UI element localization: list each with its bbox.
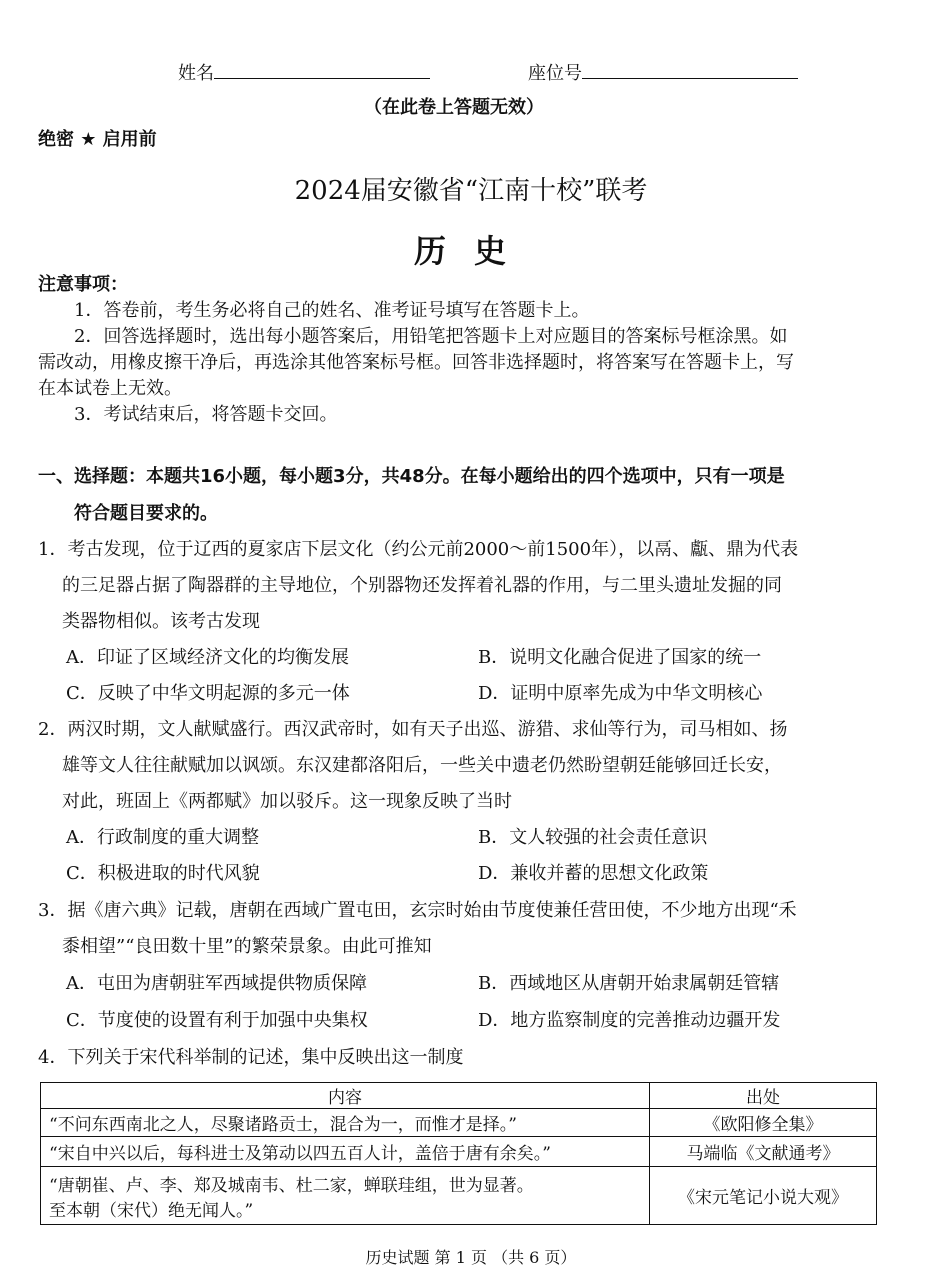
- seat-label: 座位号: [528, 63, 582, 84]
- notice-line: 在本试卷上无效。: [38, 378, 182, 399]
- option-c: C．节度使的设置有利于加强中央集权: [66, 1010, 368, 1031]
- page-footer: 历史试题 第 1 页 （共 6 页）: [365, 1248, 577, 1267]
- name-blank: [214, 62, 430, 79]
- table-header-content: 内容: [41, 1083, 650, 1109]
- subject-title: 历史: [414, 232, 535, 270]
- seat-blank: [582, 62, 798, 79]
- table-cell-content-line: 至本朝（宋代）绝无闻人。”: [49, 1200, 254, 1221]
- option-b: B．文人较强的社会责任意识: [478, 827, 708, 848]
- question-2-line: 雄等文人往往献赋加以讽颂。东汉建都洛阳后，一些关中遗老仍然盼望朝廷能够回迁长安，: [62, 755, 782, 776]
- table-header-row: [41, 1083, 877, 1109]
- name-field: [178, 62, 430, 86]
- notice-line: 1．答卷前，考生务必将自己的姓名、准考证号填写在答题卡上。: [74, 300, 590, 321]
- invalid-note: （在此卷上答题无效）: [364, 97, 544, 118]
- table-cell-source: 马端临《文献通考》: [650, 1137, 877, 1167]
- notice-heading: 注意事项：: [38, 274, 128, 295]
- option-a: A．行政制度的重大调整: [66, 827, 259, 848]
- option-b: B．西域地区从唐朝开始隶属朝廷管辖: [478, 973, 780, 994]
- option-c: C．积极进取的时代风貌: [66, 863, 260, 884]
- table-row: [41, 1167, 877, 1225]
- table-cell-source: 《宋元笔记小说大观》: [650, 1167, 877, 1225]
- table-cell-source: 《欧阳修全集》: [650, 1109, 877, 1137]
- table-row: [41, 1137, 877, 1167]
- notice-line: 需改动，用橡皮擦干净后，再选涂其他答案标号框。回答非选择题时，将答案写在答题卡上，写: [38, 352, 794, 373]
- question-1-line: 的三足器占据了陶器群的主导地位，个别器物还发挥着礼器的作用，与二里头遗址发掘的同: [62, 575, 782, 596]
- option-d: D．地方监察制度的完善推动边疆开发: [478, 1010, 781, 1031]
- notice-line: 3．考试结束后，将答题卡交回。: [74, 404, 338, 425]
- source-table: [40, 1082, 877, 1225]
- table-cell-content: “不问东西南北之人，尽聚诸路贡士，混合为一，而惟才是择。”: [41, 1109, 650, 1137]
- option-c: C．反映了中华文明起源的多元一体: [66, 683, 350, 704]
- question-1-line: 1．考古发现，位于辽西的夏家店下层文化（约公元前2000～前1500年），以鬲、甗、鼎为代表: [38, 539, 799, 560]
- section-heading: 一、选择题：本题共16小题，每小题3分，共48分。在每小题给出的四个选项中，只有一项是: [38, 466, 785, 487]
- table-cell-content: “宋自中兴以后，每科进士及第动以四五百人计，盖倍于唐有余矣。”: [41, 1137, 650, 1167]
- question-1-line: 类器物相似。该考古发现: [62, 611, 260, 632]
- option-b: B．说明文化融合促进了国家的统一: [478, 647, 762, 668]
- question-2-line: 2．两汉时期，文人献赋盛行。西汉武帝时，如有天子出巡、游猎、求仙等行为，司马相如、扬: [38, 719, 788, 740]
- option-a: A．屯田为唐朝驻军西域提供物质保障: [66, 973, 367, 994]
- table-cell-content-line: “唐朝崔、卢、李、郑及城南韦、杜二家，蝉联珪组，世为显著。: [49, 1175, 534, 1196]
- secret-mark: 绝密 ★ 启用前: [38, 129, 157, 150]
- option-d: D．兼收并蓄的思想文化政策: [478, 863, 709, 884]
- table-cell-content: [41, 1167, 650, 1225]
- question-4-line: 4．下列关于宋代科举制的记述，集中反映出这一制度: [38, 1047, 464, 1068]
- section-heading-cont: 符合题目要求的。: [74, 503, 218, 524]
- exam-title: 2024届安徽省“江南十校”联考: [294, 176, 648, 206]
- table-row: [41, 1109, 877, 1137]
- question-3-line: 3．据《唐六典》记载，唐朝在西域广置屯田，玄宗时始由节度使兼任营田使，不少地方出现“禾: [38, 900, 797, 921]
- name-label: 姓名: [178, 63, 214, 84]
- table-header-source: 出处: [650, 1083, 877, 1109]
- question-3-line: 黍相望”“良田数十里”的繁荣景象。由此可推知: [62, 936, 432, 957]
- notice-line: 2．回答选择题时，选出每小题答案后，用铅笔把答题卡上对应题目的答案标号框涂黑。如: [74, 326, 788, 347]
- option-d: D．证明中原率先成为中华文明核心: [478, 683, 763, 704]
- option-a: A．印证了区域经济文化的均衡发展: [66, 647, 349, 668]
- seat-field: [528, 62, 798, 86]
- question-2-line: 对此，班固上《两都赋》加以驳斥。这一现象反映了当时: [62, 791, 512, 812]
